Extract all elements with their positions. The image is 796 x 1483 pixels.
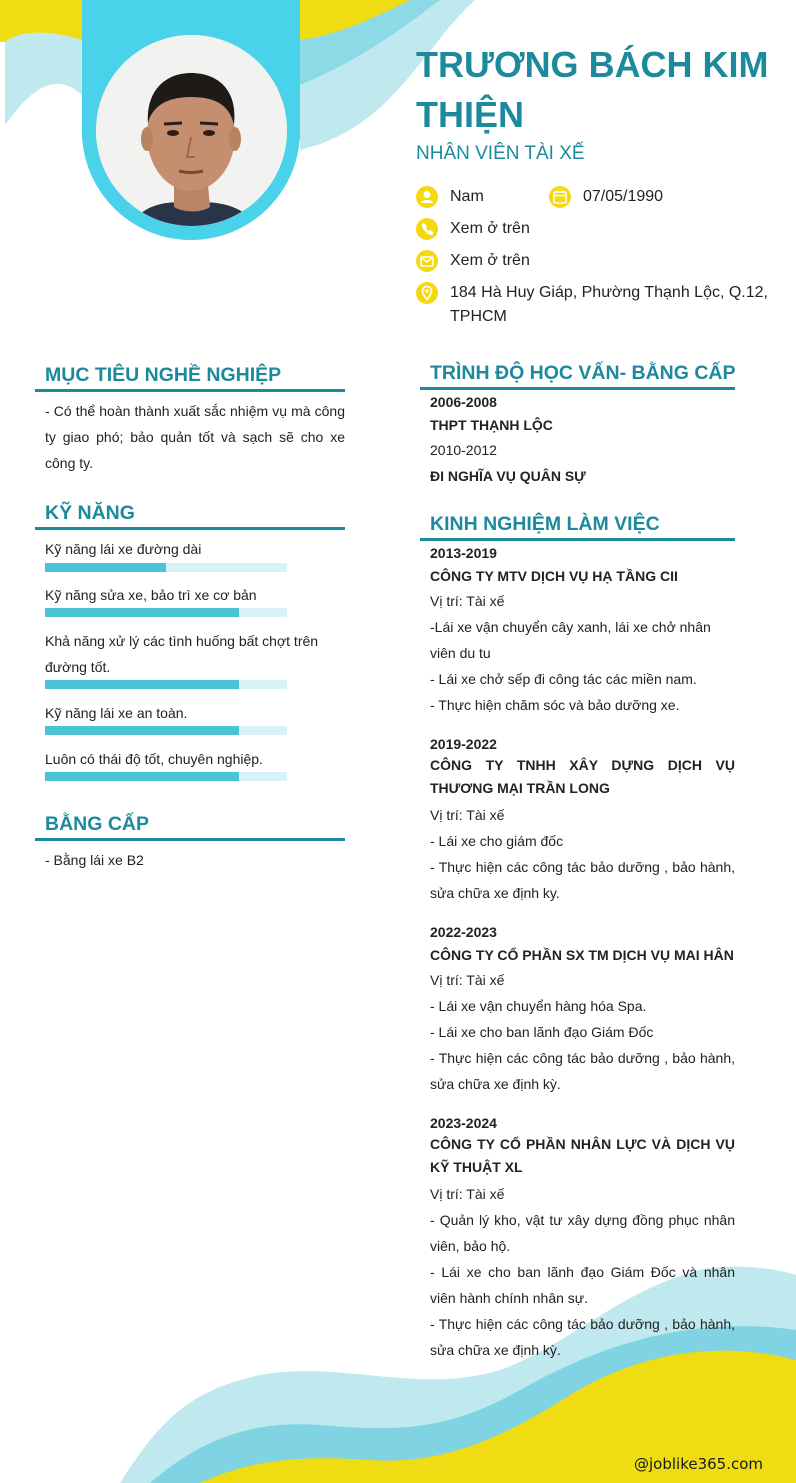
skill-bar-fill: [45, 680, 239, 689]
location-icon: [416, 282, 438, 304]
job-duty: - Thực hiện các công tác bảo dưỡng , bảo hành, sửa chữa xe định ky.: [430, 859, 735, 901]
email-value: Xem ở trên: [450, 252, 530, 269]
job-duty: - Lái xe vận chuyển hàng hóa Spa.: [430, 998, 647, 1014]
skill-bar-fill: [45, 563, 166, 572]
job-period: 2019-2022: [430, 736, 497, 752]
objective-divider: [35, 389, 345, 392]
candidate-name: TRƯƠNG BÁCH KIM THIỆN: [416, 44, 769, 135]
footer-watermark: @joblike365.com: [634, 1455, 764, 1473]
skill-bar: [45, 563, 287, 572]
email-icon: [416, 250, 438, 272]
job-position: Vị trí: Tài xế: [430, 593, 505, 609]
education-name: THPT THẠNH LỘC: [430, 417, 553, 433]
skill-bar: [45, 608, 287, 617]
user-icon: [416, 186, 438, 208]
job-duty: - Lái xe chở sếp đi công tác các miền nam.: [430, 671, 697, 687]
job-position: Vị trí: Tài xế: [430, 1186, 505, 1202]
skill-bar: [45, 726, 287, 735]
calendar-icon: [549, 186, 571, 208]
skill-label: Kỹ năng lái xe an toàn.: [45, 705, 188, 721]
skill-bar-fill: [45, 772, 239, 781]
job-period: 2022-2023: [430, 924, 497, 940]
skills-divider: [35, 527, 345, 530]
job-company: CÔNG TY MTV DỊCH VỤ HẠ TẦNG CII: [430, 568, 678, 584]
job-duty: - Thực hiện các công tác bảo dưỡng , bảo hành, sửa chữa xe định kỳ.: [430, 1050, 735, 1092]
skill-label: Luôn có thái độ tốt, chuyên nghiệp.: [45, 751, 263, 767]
phone-icon: [416, 218, 438, 240]
experience-title: KINH NGHIỆM LÀM VIỆC: [430, 513, 660, 535]
education-title: TRÌNH ĐỘ HỌC VẤN- BẰNG CẤP: [430, 362, 736, 384]
job-duty: - Thực hiện chăm sóc và bảo dưỡng xe.: [430, 697, 680, 713]
job-duty: - Quản lý kho, vật tư xây dựng đồng phục nhân viên, bảo hộ.: [430, 1212, 735, 1254]
skill-bar-fill: [45, 726, 239, 735]
job-duty: -Lái xe vận chuyển cây xanh, lái xe chở nhân viên du tu: [430, 619, 711, 661]
objective-text: - Có thể hoàn thành xuất sắc nhiệm vụ mà công ty giao phó; bảo quản tốt và sạch sẽ cho xe công ty.: [45, 403, 345, 471]
education-period: 2010-2012: [430, 442, 497, 458]
skill-label: Kỹ năng sửa xe, bảo trì xe cơ bản: [45, 587, 257, 603]
skill-bar-fill: [45, 608, 239, 617]
job-duty: - Lái xe cho ban lãnh đạo Giám Đốc và nhân viên hành chính nhân sự.: [430, 1264, 735, 1306]
skills-title: KỸ NĂNG: [45, 502, 135, 524]
skill-label: Kỹ năng lái xe đường dài: [45, 541, 202, 557]
job-company: CÔNG TY TNHH XÂY DỰNG DỊCH VỤ THƯƠNG MẠI TRẦN LONG: [430, 757, 735, 796]
job-period: 2023-2024: [430, 1115, 497, 1131]
phone-value: Xem ở trên: [450, 220, 530, 237]
birthdate-value: 07/05/1990: [583, 188, 664, 205]
job-company: CÔNG TY CỔ PHẦN SX TM DỊCH VỤ MAI HÂN: [430, 947, 734, 963]
job-position: Vị trí: Tài xế: [430, 972, 505, 988]
job-duty: - Lái xe cho giám đốc: [430, 833, 564, 849]
education-name: ĐI NGHĨA VỤ QUÂN SỰ: [430, 468, 586, 484]
job-duty: - Lái xe cho ban lãnh đạo Giám Đốc: [430, 1024, 654, 1040]
education-period: 2006-2008: [430, 394, 497, 410]
top-left-light-wave: [5, 33, 82, 125]
certificates-divider: [35, 838, 345, 841]
address-value: 184 Hà Huy Giáp, Phường Thạnh Lộc, Q.12, TPHCM: [450, 284, 768, 325]
certificate-text: - Bằng lái xe B2: [45, 852, 144, 868]
profile-photo: [96, 35, 287, 226]
job-title: NHÂN VIÊN TÀI XẾ: [416, 143, 585, 164]
job-position: Vị trí: Tài xế: [430, 807, 505, 823]
job-duty: - Thực hiện các công tác bảo dưỡng , bảo hành, sửa chữa xe định kỳ.: [430, 1316, 735, 1358]
skill-label: Khả năng xử lý các tình huống bất chợt trên đường tốt.: [45, 633, 319, 675]
job-company: CÔNG TY CỔ PHẦN NHÂN LỰC VÀ DỊCH VỤ KỸ THUẬT XL: [430, 1136, 735, 1175]
job-period: 2013-2019: [430, 545, 497, 561]
objective-title: MỤC TIÊU NGHỀ NGHIỆP: [45, 364, 282, 386]
skill-bar: [45, 680, 287, 689]
skill-bar: [45, 772, 287, 781]
gender-value: Nam: [450, 188, 484, 205]
certificates-title: BẰNG CẤP: [45, 813, 150, 835]
